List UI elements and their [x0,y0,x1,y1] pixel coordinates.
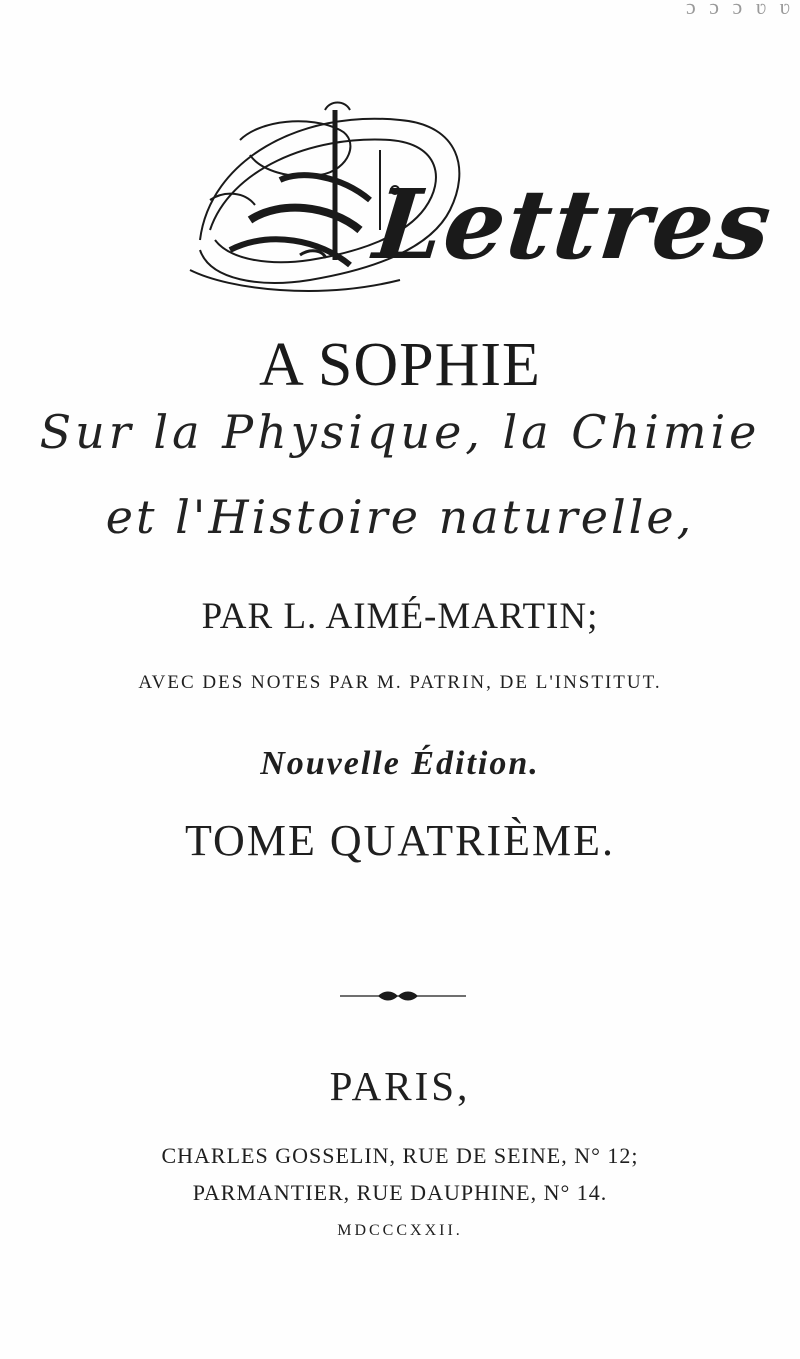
author-line: PAR L. AIMÉ-MARTIN; [201,596,599,637]
dedication-heading: A SOPHIE [259,331,541,399]
publication-date: MDCCCXXII. [337,1222,463,1239]
corner-mark: ɔ ɔ ɔ ʋ ʋ [686,0,794,19]
imprint-line-2: PARMANTIER, RUE DAUPHINE, N° 14. [192,1180,608,1205]
subtitle-line-2: et l'Histoire naturelle, [105,490,695,544]
title-word: Lettres [369,168,778,281]
ornamental-rule [340,990,466,1002]
notes-line: AVEC DES NOTES PAR M. PATRIN, DE L'INSTITUT. [138,672,662,693]
city-line: PARIS, [329,1063,471,1109]
subtitle-line-1: Sur la Physique, la Chimie [39,405,761,459]
imprint-line-1: CHARLES GOSSELIN, RUE DE SEINE, N° 12; [161,1143,639,1168]
edition-line: Nouvelle Édition. [260,745,540,782]
tome-line: TOME QUATRIÈME. [184,816,616,865]
